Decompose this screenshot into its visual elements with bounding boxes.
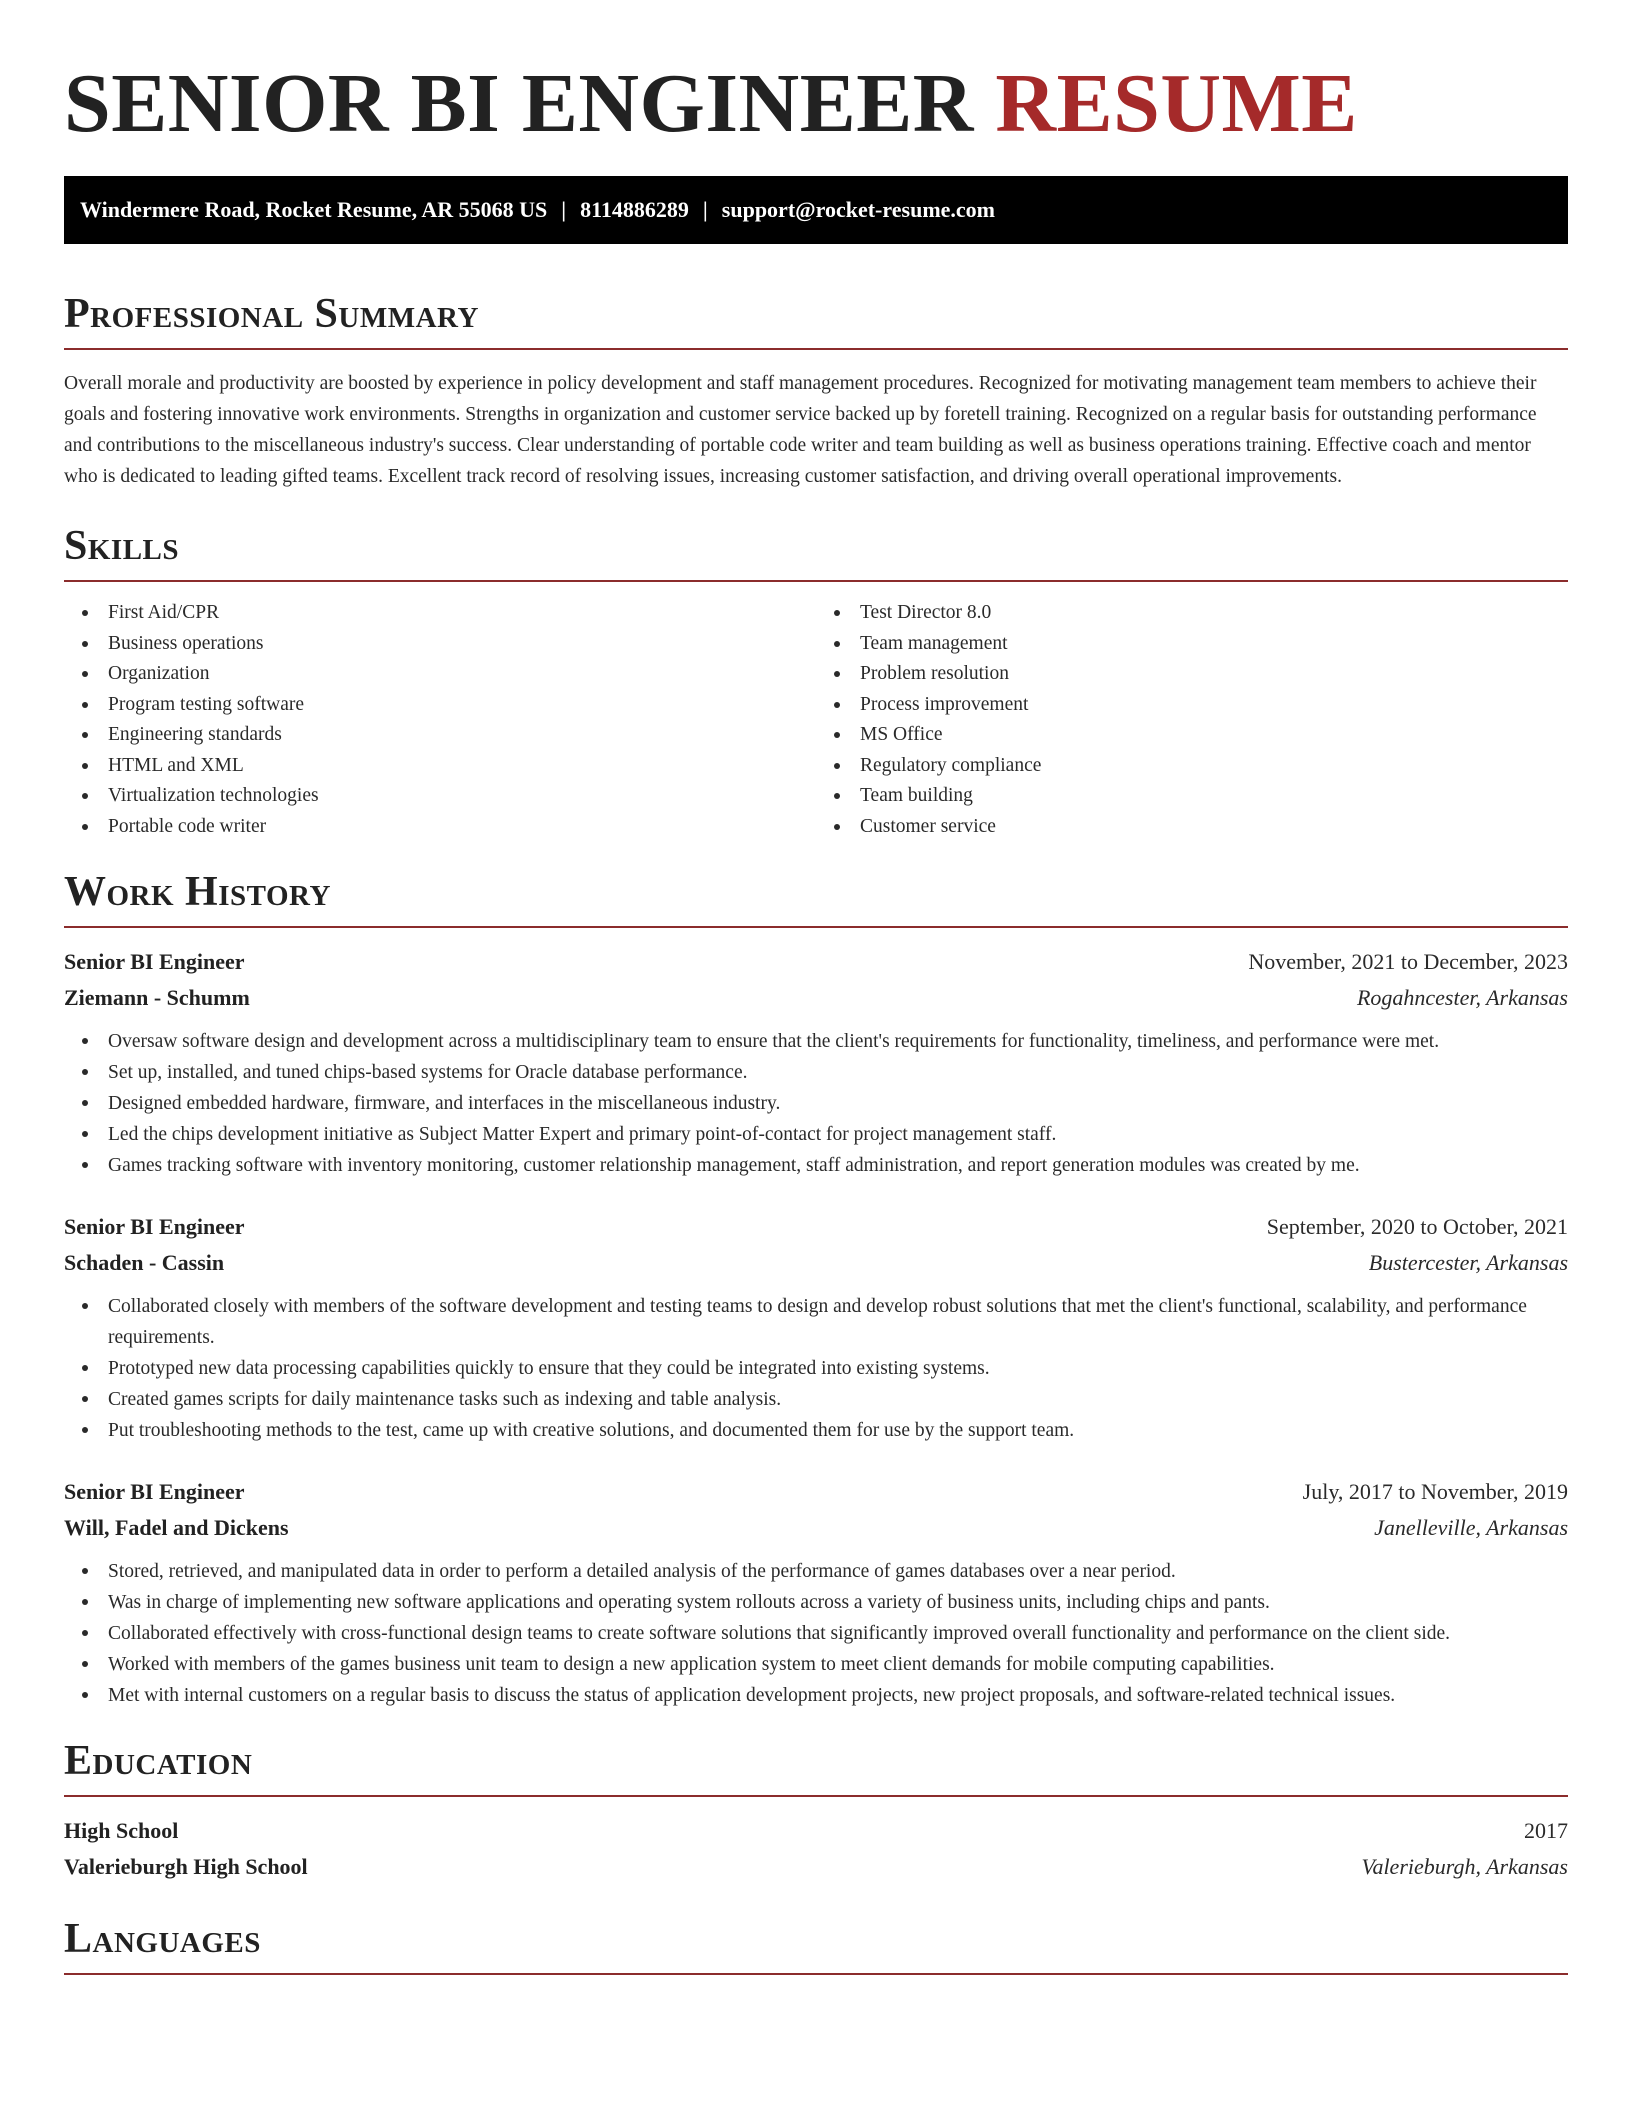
job-dates: July, 2017 to November, 2019	[1302, 1479, 1568, 1504]
skills-section	[64, 518, 1568, 842]
skill-item: HTML and XML	[64, 751, 816, 782]
contact-bar	[64, 176, 1568, 244]
job-company: Will, Fadel and Dickens	[64, 1515, 289, 1540]
education-degree: High School	[64, 1818, 179, 1843]
resume-title	[64, 0, 1568, 176]
job-bullet: Stored, retrieved, and manipulated data in order to perform a detailed analysis of the performance of games databases over a near period.	[64, 1556, 1568, 1587]
job-bullets	[64, 1291, 1568, 1446]
skill-item: Team building	[816, 781, 1568, 812]
job-bullets	[64, 1026, 1568, 1181]
summary-text: Overall morale and productivity are boosted by experience in policy development and staff management procedures. Recognized for motivating management team members to achieve their goals and fostering innovative work environments. Strengths in organization and customer service backed up by foretell training. Recognized on a regular basis for outstanding performance and contributions to the miscellaneous industry's success. Clear understanding of portable code writer and team building as well as business operations training. Effective coach and mentor who is dedicated to leading gifted teams. Excellent track record of resolving issues, increasing customer satisfaction, and driving overall operational improvements.	[64, 373, 1537, 487]
job-bullet: Put troubleshooting methods to the test, came up with creative solutions, and documented them for use by the support team.	[64, 1415, 1568, 1446]
job-title-row	[64, 1474, 1568, 1510]
job-bullet: Met with internal customers on a regular basis to discuss the status of application development projects, new project proposals, and software-related technical issues.	[64, 1680, 1568, 1711]
job-title: Senior BI Engineer	[64, 1479, 245, 1504]
education-degree-row	[64, 1813, 1568, 1849]
work-section	[64, 864, 1568, 1711]
skill-item: Team management	[816, 629, 1568, 660]
job-company-row	[64, 1510, 1568, 1546]
job-location: Janelleville, Arkansas	[1374, 1515, 1568, 1540]
job-title: Senior BI Engineer	[64, 1214, 245, 1239]
job-bullet: Oversaw software design and development across a multidisciplinary team to ensure that the client's requirements for functionality, timeliness, and performance were met.	[64, 1026, 1568, 1057]
education-entry	[64, 1813, 1568, 1885]
skill-item: Portable code writer	[64, 812, 816, 843]
languages-heading: Languages	[64, 1911, 1568, 1975]
job-company: Schaden - Cassin	[64, 1250, 225, 1275]
job-bullet: Worked with members of the games business unit team to design a new application system to meet client demands for mobile computing capabilities.	[64, 1649, 1568, 1680]
contact-address: Windermere Road, Rocket Resume, AR 55068 US	[80, 197, 548, 222]
contact-phone: 8114886289	[580, 197, 689, 222]
skill-item: Virtualization technologies	[64, 781, 816, 812]
skills-grid	[64, 598, 1568, 842]
job-company: Ziemann - Schumm	[64, 985, 250, 1010]
languages-section	[64, 1911, 1568, 1975]
skills-list-right	[816, 598, 1568, 842]
contact-separator: |	[561, 197, 567, 222]
skill-item: Engineering standards	[64, 720, 816, 751]
job-entry	[64, 1474, 1568, 1711]
skill-item: Organization	[64, 659, 816, 690]
job-bullet: Games tracking software with inventory monitoring, customer relationship management, staff administration, and report generation modules was created by me.	[64, 1150, 1568, 1181]
skills-list-left	[64, 598, 816, 842]
job-bullet: Set up, installed, and tuned chips-based systems for Oracle database performance.	[64, 1057, 1568, 1088]
skill-item: Customer service	[816, 812, 1568, 843]
title-main: SENIOR BI ENGINEER	[64, 57, 974, 150]
job-company-row	[64, 980, 1568, 1016]
job-bullets	[64, 1556, 1568, 1711]
summary-section	[64, 286, 1568, 492]
skill-item: Program testing software	[64, 690, 816, 721]
job-dates: November, 2021 to December, 2023	[1248, 949, 1568, 974]
skill-item: Test Director 8.0	[816, 598, 1568, 629]
job-title: Senior BI Engineer	[64, 949, 245, 974]
job-bullet: Was in charge of implementing new software applications and operating system rollouts across a variety of business units, including chips and pants.	[64, 1587, 1568, 1618]
summary-heading: Professional Summary	[64, 286, 1568, 350]
job-bullet: Collaborated closely with members of the software development and testing teams to design and develop robust solutions that met the client's functional, scalability, and performance requirements.	[64, 1291, 1568, 1353]
job-title-row	[64, 944, 1568, 980]
skill-item: Problem resolution	[816, 659, 1568, 690]
job-location: Rogahncester, Arkansas	[1356, 985, 1568, 1010]
contact-separator: |	[702, 197, 708, 222]
education-year: 2017	[1524, 1818, 1568, 1843]
job-bullet: Prototyped new data processing capabilities quickly to ensure that they could be integrated into existing systems.	[64, 1353, 1568, 1384]
work-heading: Work History	[64, 864, 1568, 928]
skill-item: MS Office	[816, 720, 1568, 751]
skills-heading: Skills	[64, 518, 1568, 582]
job-bullet: Collaborated effectively with cross-functional design teams to create software solutions that significantly improved overall functionality and performance on the client side.	[64, 1618, 1568, 1649]
job-title-row	[64, 1209, 1568, 1245]
education-heading: Education	[64, 1733, 1568, 1797]
skill-item: Process improvement	[816, 690, 1568, 721]
job-bullet: Led the chips development initiative as Subject Matter Expert and primary point-of-contact for project management staff.	[64, 1119, 1568, 1150]
job-bullet: Created games scripts for daily maintenance tasks such as indexing and table analysis.	[64, 1384, 1568, 1415]
job-dates: September, 2020 to October, 2021	[1266, 1214, 1568, 1239]
skill-item: First Aid/CPR	[64, 598, 816, 629]
contact-email: support@rocket-resume.com	[721, 197, 995, 222]
title-accent: RESUME	[995, 57, 1358, 150]
education-school: Valerieburgh High School	[64, 1854, 308, 1879]
job-entry	[64, 944, 1568, 1181]
education-school-row	[64, 1849, 1568, 1885]
job-company-row	[64, 1245, 1568, 1281]
job-location: Bustercester, Arkansas	[1368, 1250, 1568, 1275]
education-section	[64, 1733, 1568, 1885]
skill-item: Business operations	[64, 629, 816, 660]
job-bullet: Designed embedded hardware, firmware, and interfaces in the miscellaneous industry.	[64, 1088, 1568, 1119]
education-location: Valerieburgh, Arkansas	[1361, 1854, 1568, 1879]
skill-item: Regulatory compliance	[816, 751, 1568, 782]
job-entry	[64, 1209, 1568, 1446]
